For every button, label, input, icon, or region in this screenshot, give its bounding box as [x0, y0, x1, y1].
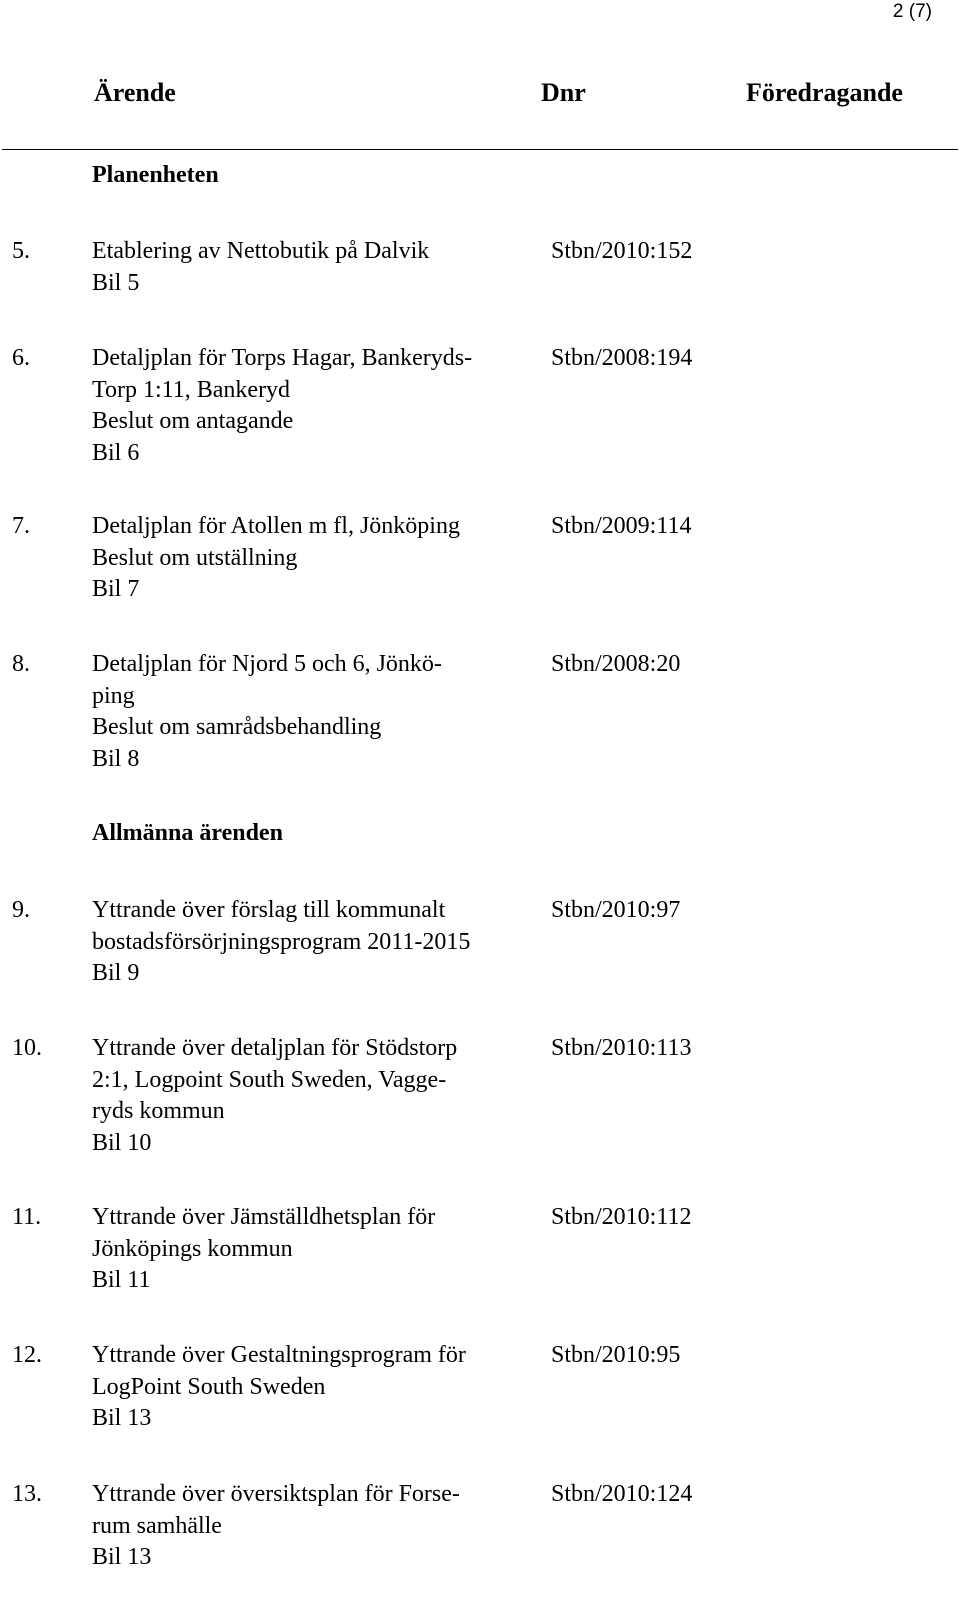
item-line: Bil 7	[92, 576, 140, 602]
item-line: Bil 11	[92, 1267, 151, 1293]
item-text	[92, 343, 532, 469]
item-line: Bil 10	[92, 1129, 152, 1156]
item-number: 13.	[12, 1481, 42, 1507]
item-line: Yttrande över detaljplan för Stödstorp	[92, 1035, 458, 1061]
item-text	[92, 511, 532, 606]
item-line: Beslut om utställning	[92, 544, 298, 571]
item-line: Bil 5	[92, 269, 140, 296]
item-line: Detaljplan för Torps Hagar, Bankeryds-	[92, 345, 473, 371]
item-line: bostadsförsörjningsprogram 2011-2015	[92, 928, 471, 955]
item-number: 11.	[12, 1204, 42, 1230]
header-divider	[2, 149, 958, 150]
item-dnr: Stbn/2010:152	[551, 238, 693, 264]
item-line: ping	[92, 682, 135, 709]
item-line: Bil 9	[92, 960, 140, 986]
item-line: Yttrande över översiktsplan för Forse-	[92, 1481, 460, 1507]
item-dnr: Stbn/2010:113	[551, 1035, 692, 1061]
item-dnr: Stbn/2010:124	[551, 1481, 693, 1507]
item-line: ryds kommun	[92, 1098, 225, 1124]
item-dnr: Stbn/2010:95	[551, 1342, 681, 1368]
item-text	[92, 895, 532, 990]
item-line: rum samhälle	[92, 1512, 222, 1539]
item-line: Jönköpings kommun	[92, 1235, 293, 1262]
item-number: 6.	[12, 345, 30, 371]
item-line: Yttrande över Gestaltningsprogram för	[92, 1342, 466, 1368]
item-line: Yttrande över förslag till kommunalt	[92, 897, 446, 923]
item-line: Beslut om samrådsbehandling	[92, 714, 382, 740]
item-text	[92, 1202, 532, 1297]
item-text	[92, 1479, 532, 1574]
item-dnr: Stbn/2008:194	[551, 345, 693, 371]
item-line: Etablering av Nettobutik på Dalvik	[92, 238, 430, 264]
item-text	[92, 649, 532, 775]
header-foredragande: Föredragande	[746, 78, 903, 107]
item-line: Yttrande över Jämställdhetsplan för	[92, 1204, 436, 1230]
item-dnr: Stbn/2010:97	[551, 897, 681, 923]
item-text	[92, 1033, 532, 1159]
item-dnr: Stbn/2010:112	[551, 1204, 692, 1230]
page-number: 2 (7)	[892, 1, 932, 22]
item-line: Torp 1:11, Bankeryd	[92, 376, 291, 403]
section-title: Allmänna ärenden	[92, 820, 283, 846]
item-number: 7.	[12, 513, 30, 539]
item-number: 5.	[12, 238, 30, 264]
item-number: 10.	[12, 1035, 42, 1061]
item-number: 9.	[12, 897, 30, 923]
item-line: Detaljplan för Atollen m fl, Jönköping	[92, 513, 460, 539]
item-text	[92, 236, 532, 299]
item-dnr: Stbn/2008:20	[551, 651, 681, 677]
item-number: 12.	[12, 1342, 42, 1368]
item-line: Bil 8	[92, 745, 140, 772]
item-number: 8.	[12, 651, 30, 677]
item-line: Bil 6	[92, 439, 140, 466]
item-text	[92, 1340, 532, 1435]
header-arende: Ärende	[94, 78, 176, 107]
item-line: 2:1, Logpoint South Sweden, Vagge-	[92, 1066, 447, 1093]
item-line: Detaljplan för Njord 5 och 6, Jönkö-	[92, 651, 442, 677]
item-dnr: Stbn/2009:114	[551, 513, 692, 539]
header-dnr: Dnr	[541, 78, 586, 107]
section-title: Planenheten	[92, 162, 219, 188]
item-line: Bil 13	[92, 1405, 152, 1431]
item-line: Bil 13	[92, 1544, 152, 1570]
item-line: Beslut om antagande	[92, 408, 294, 434]
item-line: LogPoint South Sweden	[92, 1373, 326, 1400]
